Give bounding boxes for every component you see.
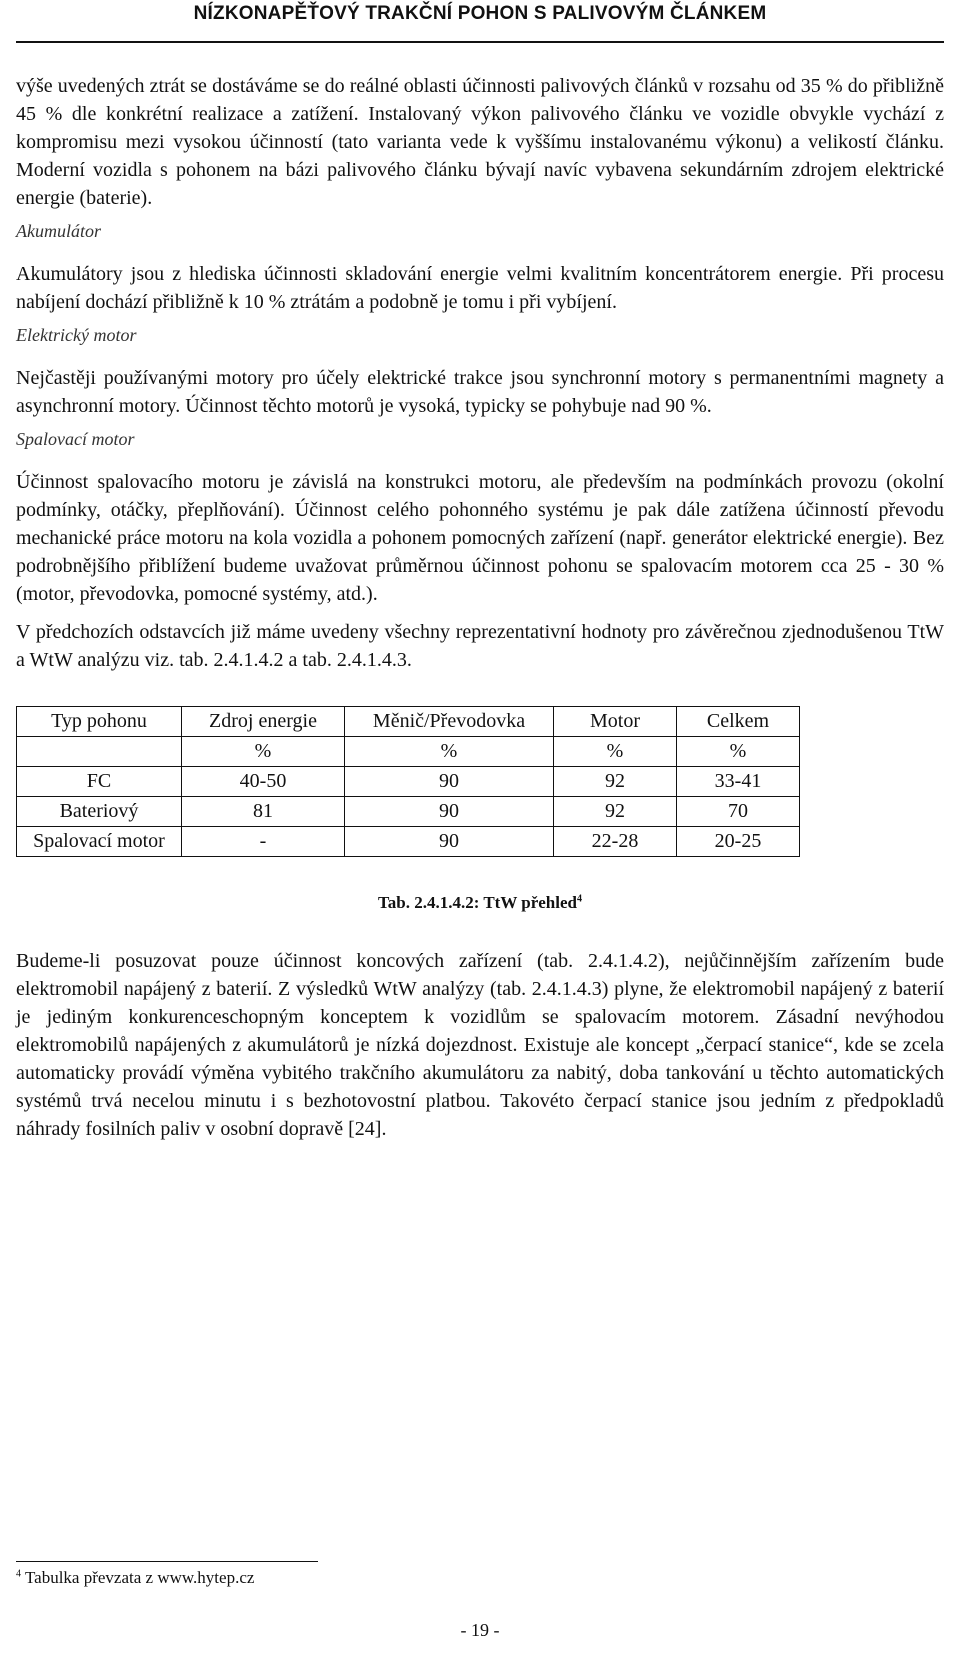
table-header-cell: Zdroj energie (182, 707, 345, 737)
table-header-cell: Typ pohonu (17, 707, 182, 737)
table-cell: 90 (345, 827, 554, 857)
table-cell (17, 737, 182, 767)
table-cell: 81 (182, 797, 345, 827)
table-cell: 22-28 (554, 827, 677, 857)
paragraph-conclusion: Budeme-li posuzovat pouze účinnost koncových zařízení (tab. 2.4.1.4.2), nejůčinnějším zařízením bude elektromobil napájený z baterií. Z výsledků WtW analýzy (tab. 2.4.1.4.3) plyne, že elektromobil napájený z baterií je jediným konkurenceschopným konceptem k vozidlům se spalovacím motorem. Zásadní nevýhodou elektromobilů napájených z akumulátorů je nízká dojezdnost. Existuje ale koncept „čerpací stanice“, kde se zcela automaticky provádí výměna vybitého trakčního akumulátoru za nabitý, doba tankování u těchto automatických systémů trvá necelou minutu i s bezhotovostní platbou. Takovéto čerpací stanice jsou jedním z předpokladů náhrady fosilních paliv v osobní dopravě [24]. (16, 950, 944, 1140)
table-header-cell: Motor (554, 707, 677, 737)
table-cell: 33-41 (677, 767, 800, 797)
footnote-rule (16, 1561, 318, 1562)
paragraph-elektricky-motor: Nejčastěji používanými motory pro účely elektrické trakce jsou synchronní motory s permanentními magnety a asynchronní motory. Účinnost těchto motorů je vysoká, typicky se pohybuje nad 90 %. (16, 367, 944, 417)
footnote-text: Tabulka převzata z www.hytep.cz (24, 1568, 255, 1587)
heading-elektricky-motor: Elektrický motor (16, 325, 137, 345)
table-row (17, 827, 800, 857)
table-cell: Bateriový (17, 797, 182, 827)
table-cell: 90 (345, 797, 554, 827)
ttw-table (16, 706, 800, 857)
table-caption (16, 893, 944, 913)
footnote-reference: 4 (577, 893, 582, 905)
paragraph-summary: V předchozích odstavcích již máme uvedeny všechny reprezentativní hodnoty pro závěrečnou zjednodušenou TtW a WtW analýzu viz. tab. 2.4.1.4.2 a tab. 2.4.1.4.3. (16, 621, 944, 671)
heading-akumulator: Akumulátor (16, 221, 101, 241)
paragraph-fuel-cell: výše uvedených ztrát se dostáváme se do reálné oblasti účinnosti palivových článků v rozsahu od 35 % do přibližně 45 % dle konkrétní realizace a zatížení. Instalovaný výkon palivového článku ve vozidle obvykle vychází z kompromisu mezi vysokou účinností (tato varianta vede k vyššímu instalovanému výkonu) a velikostí článku. Moderní vozidla s pohonem na bázi palivového článku bývají navíc vybavena sekundárním zdrojem elektrické energie (baterie). (16, 75, 944, 209)
paragraph-spalovaci-motor: Účinnost spalovacího motoru je závislá na konstrukci motoru, ale především na podmínkách provozu (okolní podmínky, otáčky, přeplňování). Účinnost celého pohonného systému je pak dále zatížena účinností převodu mechanické práce motoru na kola vozidla a pohonem pomocných zařízení (např. generátor elektrické energie). Bez podrobnějšího přiblížení budeme uvažovat průměrnou účinnost pohonu se spalovacím motorem cca 25 - 30 % (motor, převodovka, pomocné systémy, atd.). (16, 471, 944, 605)
heading-spalovaci-motor: Spalovací motor (16, 429, 135, 449)
table-cell: 90 (345, 767, 554, 797)
table-row (17, 797, 800, 827)
table-cell: 92 (554, 797, 677, 827)
header-rule (16, 41, 944, 43)
table-header-cell: Měnič/Převodovka (345, 707, 554, 737)
table-cell: 20-25 (677, 827, 800, 857)
page-header: NÍZKONAPĚŤOVÝ TRAKČNÍ POHON S PALIVOVÝM ČLÁNKEM (193, 3, 767, 24)
table-cell: % (345, 737, 554, 767)
table-header-row (17, 707, 800, 737)
page-body (16, 72, 944, 1143)
paragraph-akumulator: Akumulátory jsou z hlediska účinnosti skladování energie velmi kvalitním koncentrátorem energie. Při procesu nabíjení dochází přibližně k 10 % ztrátám a podobně je tomu i při vybíjení. (16, 263, 944, 313)
table-cell: % (554, 737, 677, 767)
table-row (17, 767, 800, 797)
table-cell: 92 (554, 767, 677, 797)
footnote (16, 1568, 254, 1588)
table-caption-text: Tab. 2.4.1.4.2: TtW přehled (377, 893, 577, 912)
footnote-mark: 4 (16, 1568, 21, 1580)
table-cell: 70 (677, 797, 800, 827)
table-cell: FC (17, 767, 182, 797)
table-cell: Spalovací motor (17, 827, 182, 857)
table-cell: % (182, 737, 345, 767)
table-cell: - (182, 827, 345, 857)
table-cell: % (677, 737, 800, 767)
page-number: - 19 - (460, 1620, 500, 1640)
table-cell: 40-50 (182, 767, 345, 797)
table-header-cell: Celkem (677, 707, 800, 737)
table-units-row (17, 737, 800, 767)
